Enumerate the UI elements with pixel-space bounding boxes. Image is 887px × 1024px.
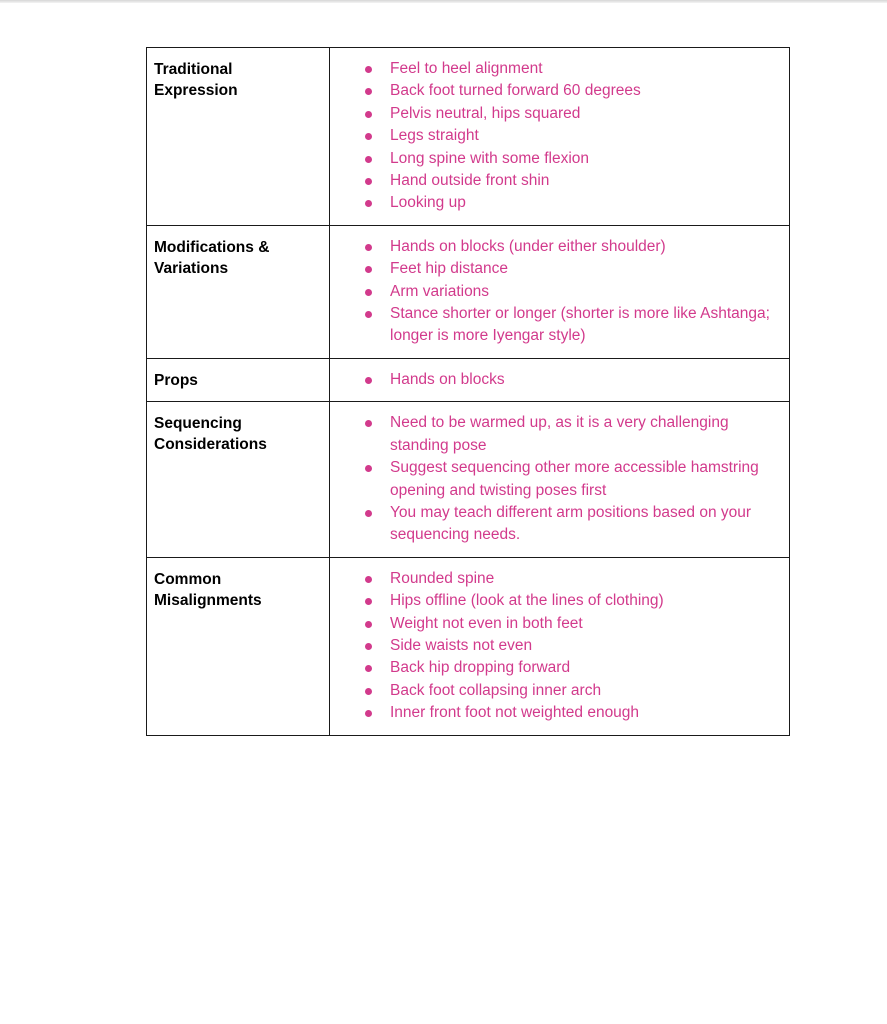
list-item: Need to be warmed up, as it is a very challenging standing pose (330, 412, 781, 457)
table-row-sequencing-considerations (147, 402, 790, 557)
row-content-cell (330, 225, 790, 358)
list-item: Feel to heel alignment (330, 58, 781, 80)
row-content-cell (330, 358, 790, 401)
row-label: Sequencing Considerations (154, 415, 267, 454)
row-label-cell (147, 557, 330, 735)
list-item: Long spine with some flexion (330, 148, 781, 170)
row-label-cell (147, 402, 330, 557)
row-label-cell (147, 225, 330, 358)
list-item: Feet hip distance (330, 258, 781, 280)
list-item: Back foot turned forward 60 degrees (330, 80, 781, 102)
list-item: Looking up (330, 192, 781, 214)
list-item: Stance shorter or longer (shorter is more like Ashtanga; longer is more Iyengar style) (330, 303, 781, 348)
row-label-cell (147, 48, 330, 226)
row-content-cell (330, 48, 790, 226)
list-item: Weight not even in both feet (330, 613, 781, 635)
list-item: Legs straight (330, 125, 781, 147)
row-content-cell (330, 557, 790, 735)
table-row-common-misalignments (147, 557, 790, 735)
window-top-edge (0, 0, 887, 3)
bullet-list (330, 58, 781, 215)
list-item: Pelvis neutral, hips squared (330, 103, 781, 125)
pose-details-table (146, 47, 790, 736)
list-item: Back hip dropping forward (330, 657, 781, 679)
row-content-cell (330, 402, 790, 557)
list-item: Arm variations (330, 281, 781, 303)
row-label: Modifications & Variations (154, 238, 270, 277)
bullet-list (330, 369, 781, 391)
list-item: Inner front foot not weighted enough (330, 702, 781, 724)
list-item: Side waists not even (330, 635, 781, 657)
table-row-traditional-expression (147, 48, 790, 226)
list-item: Hands on blocks (330, 369, 781, 391)
list-item: Hips offline (look at the lines of clothing) (330, 590, 781, 612)
list-item: Rounded spine (330, 568, 781, 590)
list-item: Suggest sequencing other more accessible hamstring opening and twisting poses first (330, 457, 781, 502)
bullet-list (330, 236, 781, 348)
row-label: Common Misalignments (154, 570, 262, 609)
bullet-list (330, 568, 781, 725)
row-label-cell (147, 358, 330, 401)
table-row-props (147, 358, 790, 401)
list-item: Hands on blocks (under either shoulder) (330, 236, 781, 258)
list-item: Back foot collapsing inner arch (330, 680, 781, 702)
row-label: Props (154, 371, 198, 389)
table-row-modifications-variations (147, 225, 790, 358)
list-item: Hand outside front shin (330, 170, 781, 192)
list-item: You may teach different arm positions based on your sequencing needs. (330, 502, 781, 547)
bullet-list (330, 412, 781, 546)
row-label: Traditional Expression (154, 61, 238, 99)
